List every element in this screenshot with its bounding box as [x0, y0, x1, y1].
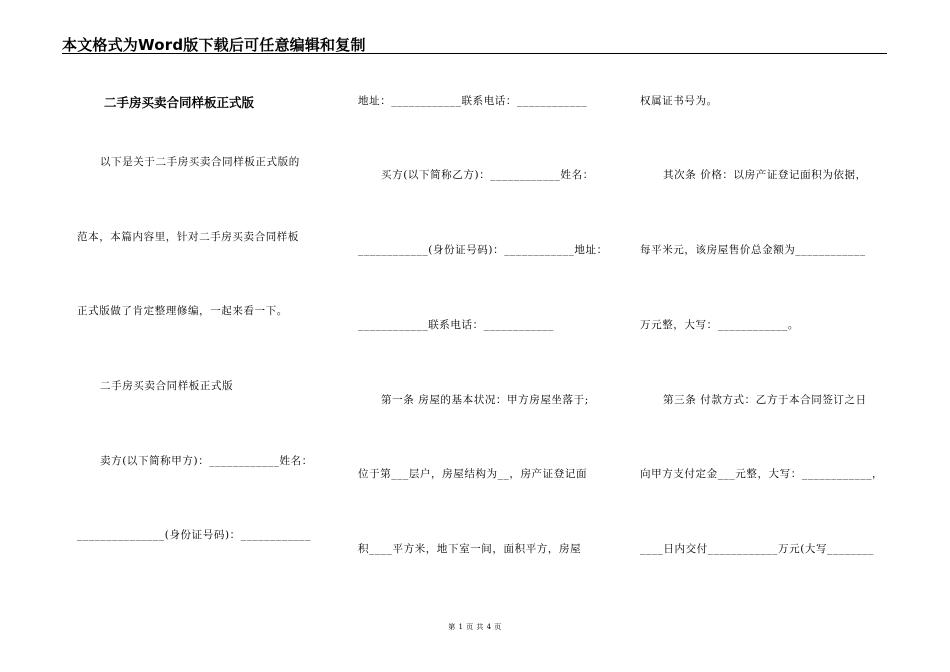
col3-line-2: 其次条 价格：以房产证登记面积为依据，	[663, 169, 867, 181]
col1-line-4: 二手房买卖合同样板正式版	[100, 380, 234, 392]
col2-line-2: 买方(以下简称乙方)：____________姓名：	[381, 169, 594, 181]
col3-line-6: 向甲方支付定金___元整，大写：____________，	[640, 468, 884, 480]
col1-line-2: 范本，本篇内容里，针对二手房买卖合同样板	[77, 231, 299, 243]
col2-line-5: 第一条 房屋的基本状况：甲方房屋坐落于;	[381, 394, 589, 406]
col2-line-6: 位于第___层户，房屋结构为__，房产证登记面	[358, 468, 588, 480]
document-title: 二手房买卖合同样板正式版	[104, 95, 255, 110]
col3-line-3: 每平米元，该房屋售价总金额为____________	[640, 244, 866, 256]
col1-line-3: 正式版做了肯定整理修编，一起来看一下。	[77, 305, 288, 317]
page-number: 第 1 页 共 4 页	[448, 623, 502, 631]
col3-line-1: 权属证书号为。	[640, 95, 718, 107]
page-header: 本文格式为Word版下载后可任意编辑和复制	[62, 36, 366, 54]
col2-line-7: 积____平方米，地下室一间，面积平方，房屋	[358, 543, 582, 555]
col3-line-4: 万元整，大写：____________。	[640, 319, 799, 331]
col1-line-1: 以下是关于二手房买卖合同样板正式版的	[100, 156, 300, 168]
col3-line-5: 第三条 付款方式：乙方于本合同签订之日	[663, 394, 867, 406]
col2-line-3: ____________(身份证号码)：____________地址：	[358, 244, 608, 256]
col2-line-1: 地址：____________联系电话：____________	[358, 95, 588, 107]
col2-line-4: ____________联系电话：____________	[358, 319, 554, 331]
header-divider	[62, 53, 887, 54]
col1-line-6: _______________(身份证号码)：____________	[77, 529, 311, 541]
col3-line-7: ____日内交付____________万元(大写________	[640, 543, 874, 555]
col1-line-5: 卖方(以下简称甲方)：____________姓名：	[100, 455, 313, 467]
